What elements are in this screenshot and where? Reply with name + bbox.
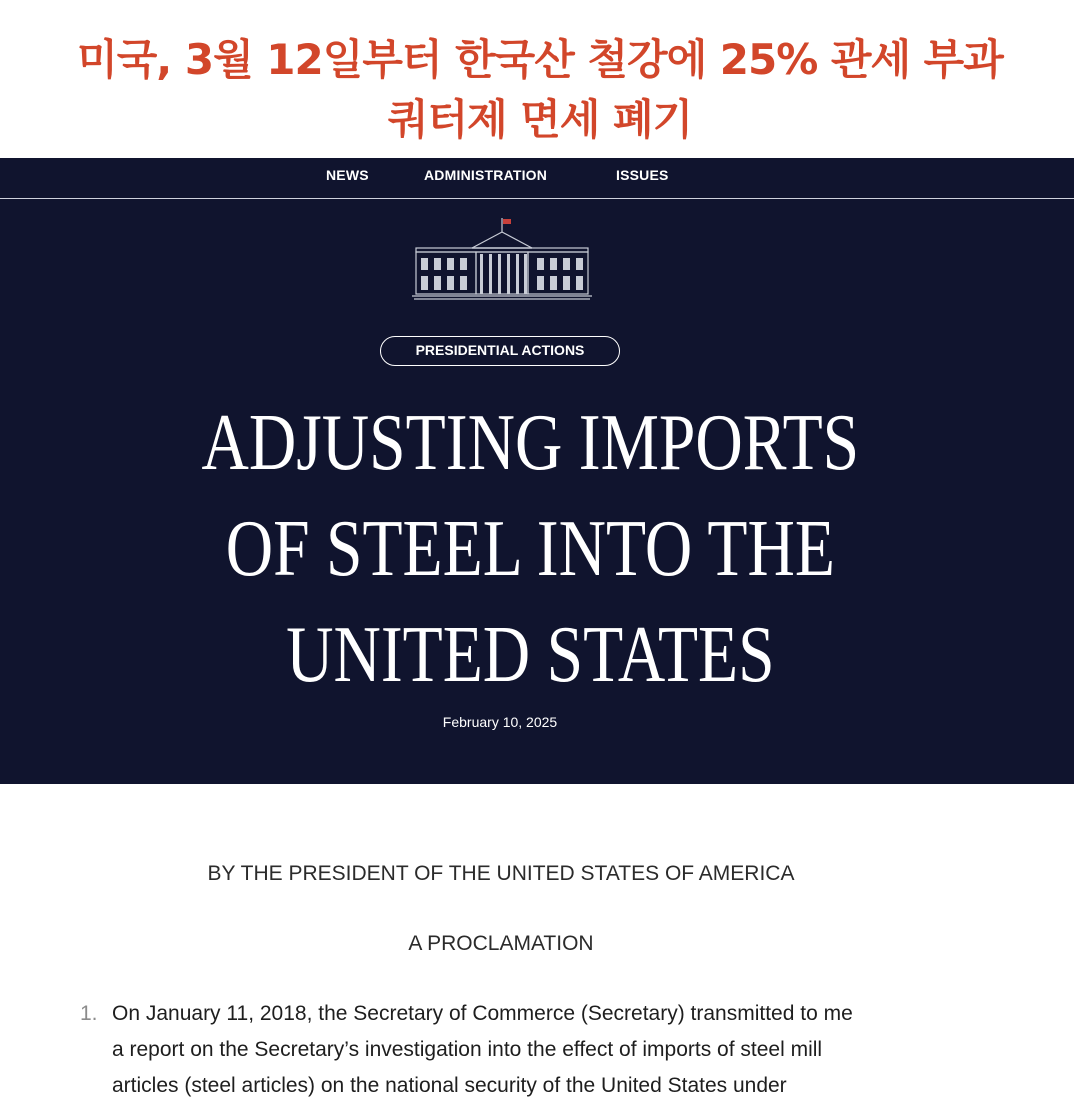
nav-item-news[interactable]: NEWS (326, 167, 369, 183)
nav-item-administration[interactable]: ADMINISTRATION (424, 167, 548, 183)
white-house-icon[interactable] (412, 216, 592, 300)
list-item-line: a report on the Secretary’s investigation into the effect of imports of steel mill (112, 1038, 823, 1061)
byline: BY THE PRESIDENT OF THE UNITED STATES OF AMERICA (207, 862, 795, 885)
publish-date: February 10, 2025 (442, 714, 558, 730)
headline-line-1: 미국, 3월 12일부터 한국산 철강에 25% 관세 부과 (77, 35, 1003, 84)
list-item-line: articles (steel articles) on the national security of the United States under (112, 1074, 787, 1097)
list-item-number: 1. (80, 1002, 98, 1025)
nav-item-issues[interactable]: ISSUES (616, 167, 669, 183)
hero-section (0, 158, 1074, 784)
list-item-text (112, 996, 932, 1104)
title-line-2: OF STEEL INTO THE (225, 505, 835, 593)
title-line-3: UNITED STATES (286, 611, 775, 699)
proclamation-heading: A PROCLAMATION (408, 932, 594, 955)
news-headline (0, 30, 1080, 150)
headline-line-2: 쿼터제 면세 폐기 (387, 95, 693, 144)
list-item-line: On January 11, 2018, the Secretary of Commerce (Secretary) transmitted to me (112, 1002, 853, 1025)
title-line-1: ADJUSTING IMPORTS (201, 399, 860, 487)
page-title (90, 390, 971, 708)
top-nav (0, 158, 1074, 199)
presidential-actions-badge[interactable]: PRESIDENTIAL ACTIONS (380, 336, 620, 366)
